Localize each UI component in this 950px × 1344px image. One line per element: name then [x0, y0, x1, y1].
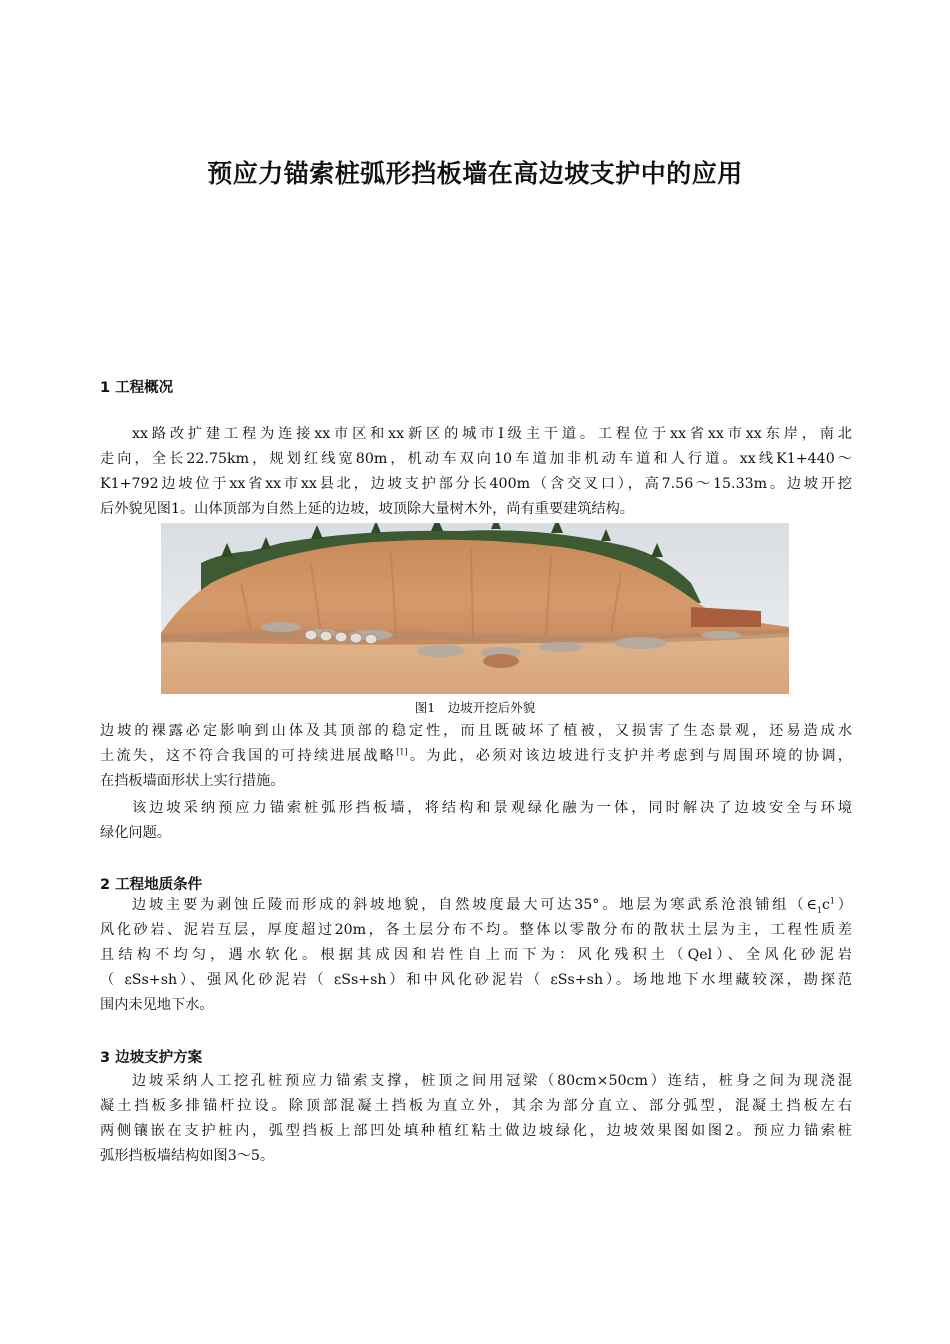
text-line: 风化砂岩、泥岩互层，厚度超过20m，各土层分布不均。整体以零散分布的散状土层为主，工程性质差	[100, 922, 852, 938]
text-line	[100, 893, 852, 918]
section-1-paragraph-1	[100, 422, 852, 522]
text-segment: ）	[834, 897, 852, 913]
text-line	[100, 744, 852, 769]
text-line: 两侧镶嵌在支护桩内，弧型挡板上部凹处填种植红粘土做边坡绿化，边坡效果图如图2。预应力锚索桩	[100, 1123, 852, 1139]
text-segment: 。为此，必须对该边坡进行支护并考虑到与周围环境的协调，	[407, 748, 852, 764]
citation-ref: [1]	[396, 747, 408, 757]
text-segment: c	[821, 897, 830, 913]
section-3-paragraph-1	[100, 1069, 852, 1169]
section-heading-3: 3 边坡支护方案	[100, 1050, 203, 1066]
page-title: 预应力锚索桩弧形挡板墙在高边坡支护中的应用	[207, 159, 743, 188]
text-line: 该边坡采纳预应力锚索桩弧形挡板墙，将结构和景观绿化融为一体，同时解决了边坡安全与环境	[132, 800, 852, 816]
text-line: 弧形挡板墙结构如图3～5。	[100, 1148, 275, 1164]
text-line: 后外貌见图1。山体顶部为自然上延的边坡，坡顶除大量树木外，尚有重要建筑结构。	[100, 501, 634, 517]
section-heading-1: 1 工程概况	[100, 380, 174, 396]
text-line: （ εSs+sh）、强风化砂泥岩（ εSs+sh）和中风化砂泥岩（ εSs+sh）。场地地下水埋藏较深，勘探范	[100, 972, 852, 988]
text-line: xx路改扩建工程为连接xx市区和xx新区的城市Ⅰ级主干道。工程位于xx省xx市xx东岸，南北	[132, 426, 852, 442]
section-1-paragraph-2	[100, 719, 852, 794]
text-line: 边坡采纳人工挖孔桩预应力锚索支撑，桩顶之间用冠梁（80cm×50cm）连结，桩身之间为现浇混	[132, 1073, 852, 1089]
slope-excavation-photo	[161, 523, 789, 694]
text-segment: 土流失，这不符合我国的可持续进展战略	[100, 748, 397, 764]
section-2-paragraph-1	[100, 893, 852, 1018]
text-line: 围内未见地下水。	[100, 997, 214, 1013]
section-heading-2: 2 工程地质条件	[100, 877, 203, 893]
text-segment: 边坡主要为剥蚀丘陵而形成的斜坡地貌，自然坡度最大可达35°。地层为寒武系沧浪铺组（∈	[132, 897, 817, 913]
text-line: K1+792边坡位于xx省xx市xx县北，边坡支护部分长400m（含交叉口），高7.56～15.33m。边坡开挖	[100, 476, 852, 492]
superscript: 1	[829, 896, 835, 906]
text-line: 在挡板墙面形状上实行措施。	[100, 773, 285, 789]
section-1-paragraph-3	[100, 796, 852, 846]
figure-1-caption: 图1 边坡开挖后外貌	[414, 700, 536, 715]
text-line: 走向，全长22.75km，规划红线宽80m，机动车双向10车道加非机动车道和人行道。xx线K1+440～	[100, 451, 852, 467]
text-line: 且结构不均匀，遇水软化。根据其成因和岩性自上而下为：风化残积土（Qel）、全风化砂泥岩	[100, 947, 852, 963]
text-line: 绿化问题。	[100, 825, 171, 841]
subscript: 1	[816, 905, 822, 915]
text-line: 边坡的裸露必定影响到山体及其顶部的稳定性，而且既破坏了植被，又损害了生态景观，还易造成水	[100, 723, 852, 739]
text-line: 凝土挡板多排锚杆拉设。除顶部混凝土挡板为直立外，其余为部分直立、部分弧型，混凝土挡板左右	[100, 1098, 852, 1114]
